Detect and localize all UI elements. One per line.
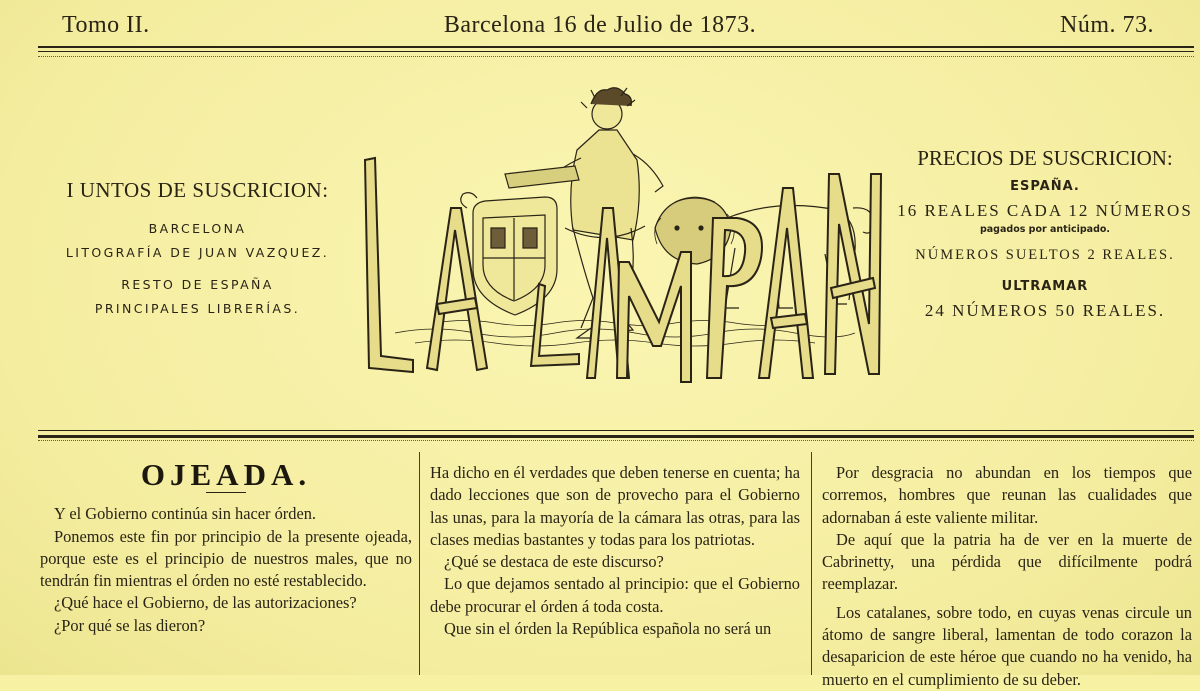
subscription-printer: LITOGRAFÍA DE JUAN VAZQUEZ. — [65, 245, 330, 260]
paragraph: ¿Por qué se las dieron? — [54, 615, 206, 635]
headline-rule — [206, 492, 246, 493]
issue-number: Núm. 73. — [1060, 12, 1154, 38]
header-rule — [38, 46, 1194, 52]
volume-label: Tomo II. — [62, 12, 150, 38]
article-column-3 — [822, 462, 1192, 691]
column-divider — [811, 452, 812, 675]
paragraph: Ponemos este fin por principio de la presente ojeada, porque este es el principio de nuestros males, que no tendrán fin mientras el órden no esté restablecido. — [40, 526, 412, 591]
date-line: Barcelona 16 de Julio de 1873. — [443, 12, 757, 38]
article-headline: OJEADA. — [140, 457, 312, 492]
prices-title: PRECIOS DE SUSCRICION: — [917, 146, 1173, 170]
article-column-1 — [40, 452, 412, 637]
paragraph: ¿Qué hace el Gobierno, de las autorizaciones? — [54, 593, 357, 613]
prices-line-2: NÚMEROS SUELTOS 2 REALES. — [915, 247, 1175, 263]
prices-line-1: 16 REALES CADA 12 NÚMEROS — [897, 201, 1193, 220]
running-header — [0, 8, 1200, 44]
prices-note: pagados por anticipado. — [979, 224, 1111, 235]
masthead-bottom-rule — [38, 430, 1194, 438]
subscription-prices — [895, 146, 1195, 323]
column-divider — [419, 452, 420, 675]
paragraph: Lo que dejamos sentado al principio: que el Gobierno debe procurar el órden á toda costa. — [430, 574, 800, 616]
prices-spain: ESPAÑA. — [1010, 179, 1080, 194]
subscription-city: BARCELONA — [148, 221, 247, 236]
subscription-bookshops: PRINCIPALES LIBRERÍAS. — [94, 301, 301, 316]
paragraph: Y el Gobierno continúa sin hacer órden. — [54, 504, 317, 524]
masthead-illustration — [355, 78, 885, 398]
masthead-dotted-rule — [38, 440, 1194, 441]
header-dotted-rule — [38, 56, 1194, 57]
article-column-2 — [430, 462, 800, 640]
paragraph: Ha dicho en él verdades que deben tenerse en cuenta; ha dado lecciones que son de provecho para el Gobierno las unas, para la mayoría de la cámara las otras, para las clases medias bastantes y todas para los patriotas. — [430, 463, 800, 549]
prices-overseas: ULTRAMAR — [1001, 279, 1089, 294]
subscription-points — [40, 178, 355, 321]
paragraph: ¿Qué se destaca de este discurso? — [444, 552, 664, 572]
paragraph: Por desgracia no abundan en los tiempos que corremos, hombres que reunan las cualidades que adornaban á este valiente militar. — [822, 463, 1192, 527]
paragraph: De aquí que la patria ha de ver en la muerte de Cabrinetty, una pérdida que difícilmente podrá reemplazar. — [822, 529, 1192, 594]
paragraph: Los catalanes, sobre todo, en cuyas venas circule un átomo de sangre liberal, lamentan de todo corazon la desaparicion de este héroe que cuando no ha venido, ha muerto en el cumplimiento de su deber. — [822, 602, 1192, 689]
subscription-rest: RESTO DE ESPAÑA — [121, 277, 274, 292]
prices-line-3: 24 NÚMEROS 50 REALES. — [924, 301, 1166, 320]
subscription-points-title: I UNTOS DE SUSCRICION: — [66, 178, 329, 202]
paragraph: Que sin el órden la República española no será un — [444, 619, 772, 639]
